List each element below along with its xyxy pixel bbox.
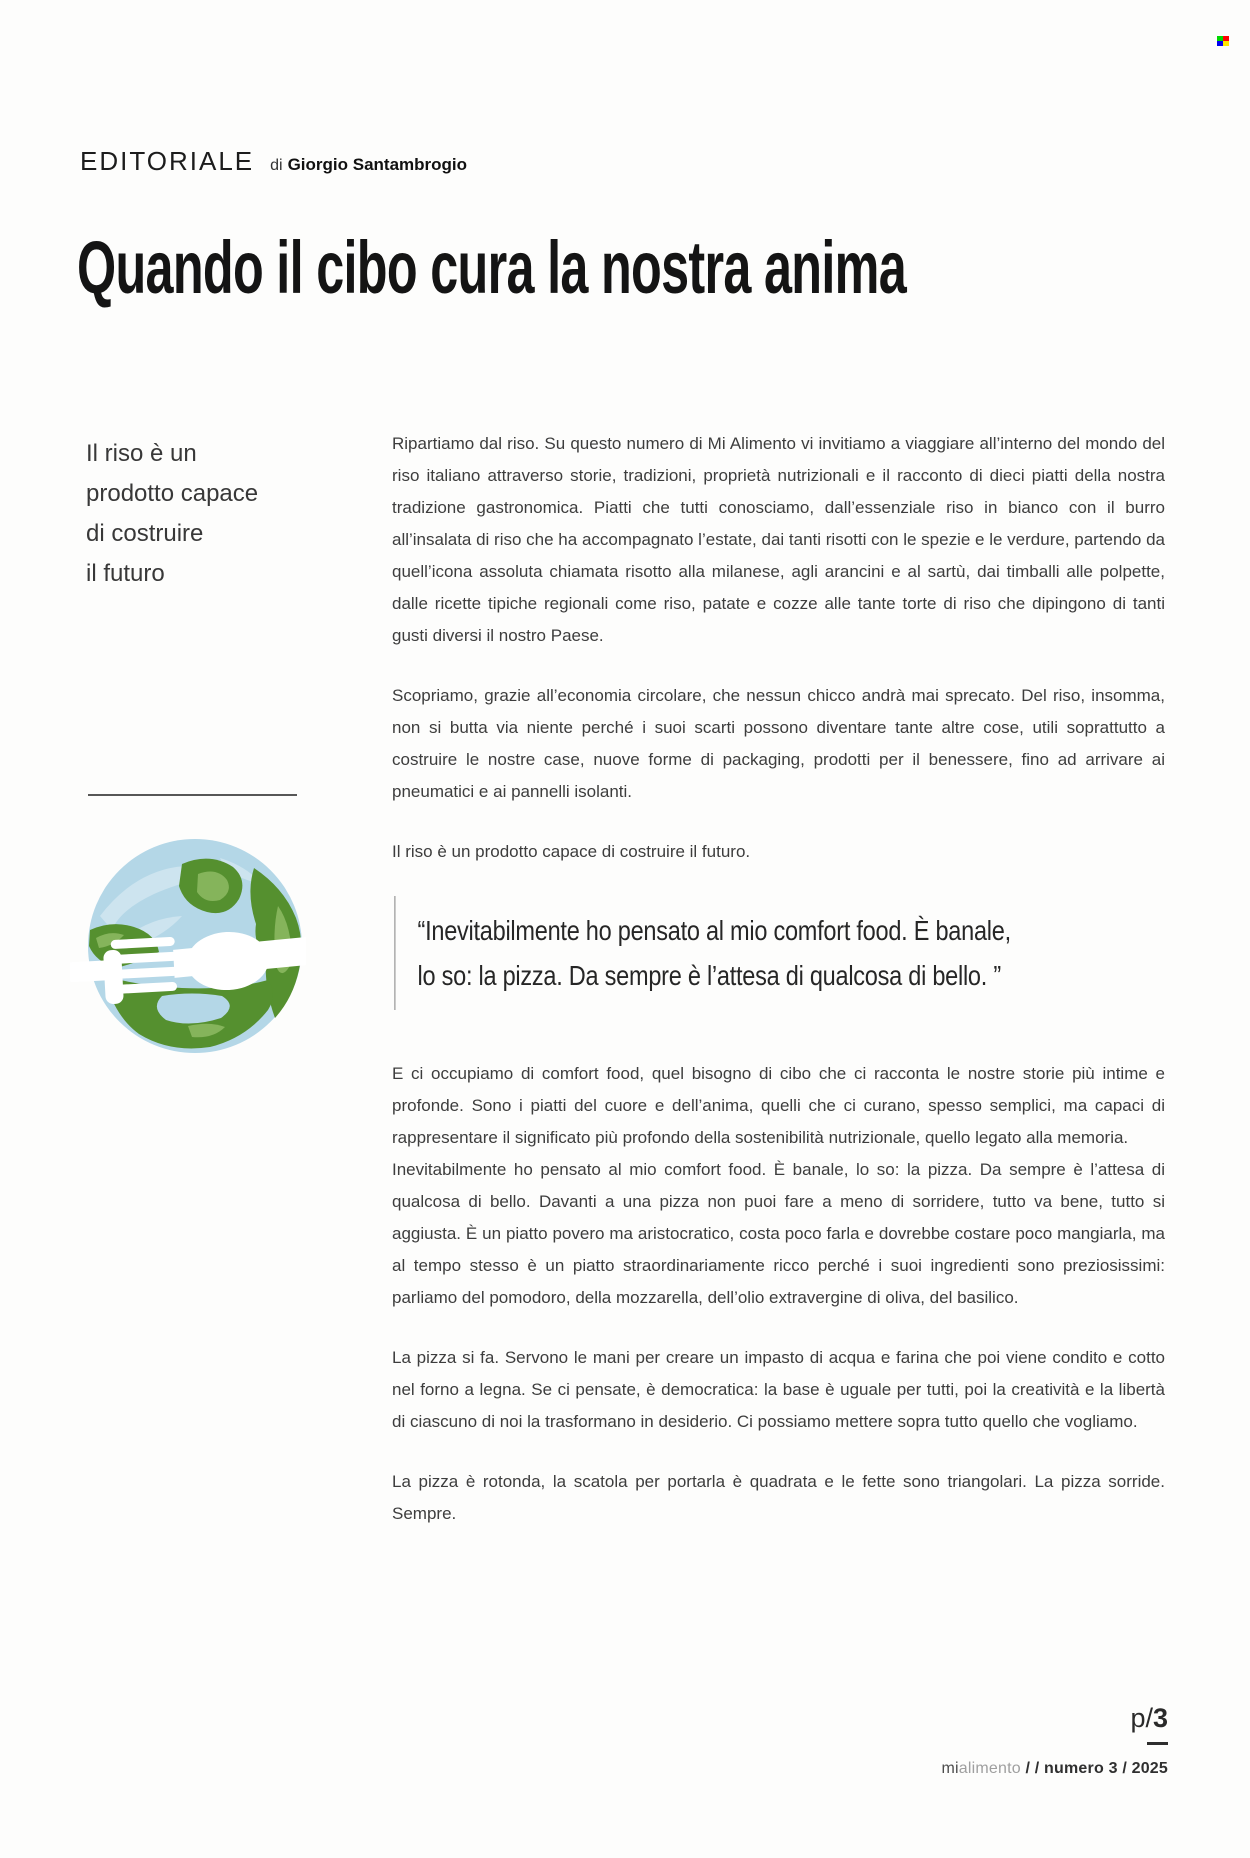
pull-quote xyxy=(394,896,1042,1010)
colophon xyxy=(941,1760,1168,1778)
standfirst-line: di costruire xyxy=(86,520,204,547)
marker-yellow-square xyxy=(1223,41,1229,46)
body-paragraph-7: La pizza è rotonda, la scatola per portarla è quadrata e le fette sono triangolari. La pizza sorride. Sempre. xyxy=(392,1472,1165,1523)
horizontal-divider xyxy=(88,794,297,796)
brand-alimento: alimento xyxy=(958,1760,1021,1777)
globe-fork-spoon-logo xyxy=(70,836,306,1064)
kicker-row xyxy=(80,146,467,177)
issue-label: / / numero 3 / 2025 xyxy=(1020,1760,1168,1777)
byline-prefix: di xyxy=(270,157,283,174)
body-paragraph-2: Scopriamo, grazie all’economia circolare, che nessun chicco andrà mai sprecato. Del riso, insomma, non si butta via niente perché i suoi scarti possono diventare tante altre cose, utili soprattutto a costruire le nostre case, nuove forme di packaging, prodotti per il benessere, fino ad arrivare ai pneumatici e ai pannelli isolanti. xyxy=(392,686,1165,801)
pull-quote-line: lo so: la pizza. Da sempre è l’attesa di qualcosa di bello. ” xyxy=(417,960,1001,991)
body-paragraph-6: La pizza si fa. Servono le mani per creare un impasto di acqua e farina che poi viene condito e cotto nel forno a legna. Se ci pensate, è democratica: la base è uguale per tutti, poi la creatività e la libertà di ciascuno di noi la trasformano in desiderio. Ci possiamo mettere sopra tutto quello che vogliamo. xyxy=(392,1348,1165,1431)
brand-mi: mi xyxy=(941,1760,959,1777)
color-registration-marker xyxy=(1217,36,1229,46)
standfirst xyxy=(86,434,258,594)
standfirst-line: Il riso è un xyxy=(86,440,197,467)
section-kicker: EDITORIALE xyxy=(80,146,255,176)
page-number-rule xyxy=(1147,1742,1168,1745)
page-title: Quando il cibo cura la nostra anima xyxy=(77,226,907,309)
body-paragraph-3: Il riso è un prodotto capace di costruire il futuro. xyxy=(392,842,751,861)
byline xyxy=(270,155,467,175)
page-number xyxy=(1130,1703,1168,1734)
author-name: Giorgio Santambrogio xyxy=(287,155,468,174)
body-paragraph-1: Ripartiamo dal riso. Su questo numero di Mi Alimento vi invitiamo a viaggiare all’interno del mondo del riso italiano attraverso storie, tradizioni, proprietà nutrizionali e il racconto di dieci piatti della nostra tradizione gastronomica. Piatti che tutti conosciamo, dall’essenziale riso in bianco con il burro all’insalata di riso che ha accompagnato l’estate, dai tanti risotti con le spezie e le verdure, partendo da quell’icona assoluta chiamata risotto alla milanese, agli arancini e al sartù, dai timballi alle polpette, dalle ricette tipiche regionali come riso, patate e cozze alle tante torte di riso che dipingono di tanti gusti diversi il nostro Paese. xyxy=(392,434,1166,645)
body-paragraph-5: Inevitabilmente ho pensato al mio comfort food. È banale, lo so: la pizza. Da sempre è l’attesa di qualcosa di bello. Davanti a una pizza non puoi fare a meno di sorridere, tutto va bene, tutto si aggiusta. È un piatto povero ma aristocratico, costa poco farla e dovrebbe costare poco mangiarla, ma al tempo stesso è un piatto straordinariamente ricco perché i suoi ingredienti sono preziosissimi: parliamo del pomodoro, della mozzarella, dell’olio extravergine di oliva, del basilico. xyxy=(392,1160,1165,1307)
body-paragraph-4: E ci occupiamo di comfort food, quel bisogno di cibo che ci racconta le nostre storie più intime e profonde. Sono i piatti del cuore e dell’anima, quelli che ci curano, spesso semplici, ma capaci di rappresentare il significato più profondo della sostenibilità nutrizionale, quello legato alla memoria. xyxy=(392,1064,1165,1147)
standfirst-line: prodotto capace xyxy=(86,480,259,507)
page-number-value: 3 xyxy=(1152,1703,1168,1733)
pull-quote-line: “Inevitabilmente ho pensato al mio comfort food. È banale, xyxy=(417,915,1011,946)
standfirst-line: il futuro xyxy=(86,560,165,587)
editorial-body xyxy=(392,428,1165,1558)
page-number-prefix: p/ xyxy=(1130,1703,1153,1733)
